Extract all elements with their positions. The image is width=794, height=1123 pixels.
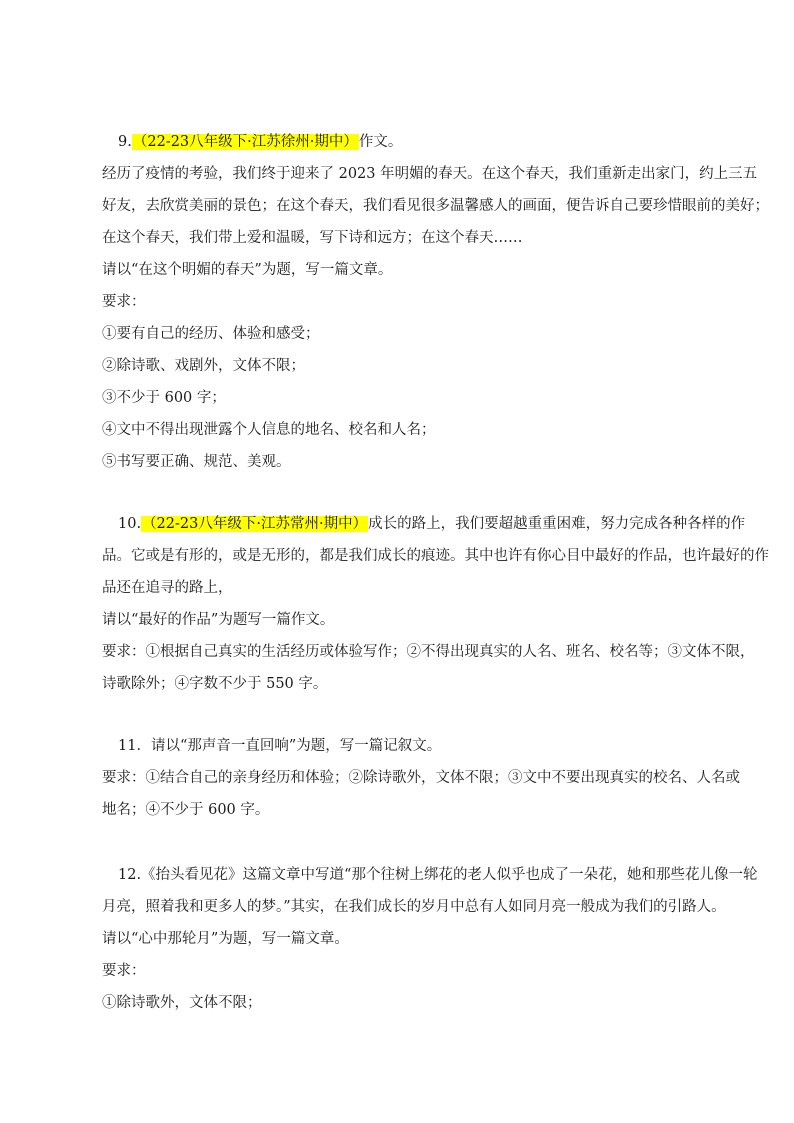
q9-para-line-3: 在这个春天，我们带上爱和温暖，写下诗和远方；在这个春天…… [102,230,523,246]
q9-number: 9. [118,134,132,150]
q10-prompt: 请以“最好的作品”为题写一篇作文。 [102,612,335,628]
q10-number: 10. [118,516,142,532]
q10-heading-text: 成长的路上，我们要超越重重困难，努力完成各种各样的作 [368,516,746,532]
q9-heading-text: 作文。 [358,134,403,150]
q11-requirements-line-2: 地名；④不少于 600 字。 [102,802,270,818]
q10-line-2: 品。它或是有形的，或是无形的，都是我们成长的痕迹。其中也许有你心目中最好的作品，也许最好的作 [102,548,769,564]
q9-requirement: ⑤书写要正确、规范、美观。 [102,454,291,470]
q12-line-1: 12.《抬头看见花》这篇文章中写道“那个往树上绑花的老人似乎也成了一朵花，她和那些花儿像一轮 [118,867,758,883]
q12-requirements-label: 要求： [102,963,146,979]
q11-requirements-line-1: 要求：①结合自己的亲身经历和体验；②除诗歌外，文体不限；③文中不要出现真实的校名、人名或 [102,770,740,786]
q9-requirements-label: 要求： [102,294,146,310]
q10-requirements-line-1: 要求：①根据自己真实的生活经历或体验写作；②不得出现真实的人名、班名、校名等；③文体不限， [102,644,755,660]
q12-prompt: 请以“心中那轮月”为题，写一篇文章。 [102,931,349,947]
q10-source-tag: （22-23八年级下·江苏常州·期中） [142,516,368,532]
q10-heading [118,514,745,534]
q9-heading [118,132,402,152]
q12-requirement: ①除诗歌外，文体不限； [102,995,262,1011]
q9-prompt: 请以“在这个明媚的春天”为题，写一篇文章。 [102,262,393,278]
q10-requirements-line-2: 诗歌除外；④字数不少于 550 字。 [102,676,328,692]
q9-requirement: ②除诗歌、戏剧外，文体不限； [102,358,305,374]
q9-para-line-2: 好友，去欣赏美丽的景色；在这个春天，我们看见很多温馨感人的画面，便告诉自己要珍惜眼前的美好； [102,198,769,214]
q9-requirement: ④文中不得出现泄露个人信息的地名、校名和人名； [102,422,436,438]
q11-heading: 11．请以“那声音一直回响”为题，写一篇记叙文。 [118,738,442,754]
q9-para-line-1: 经历了疫情的考验，我们终于迎来了 2023 年明媚的春天。在这个春天，我们重新走出家门，约上三五 [102,166,758,182]
q12-line-2: 月亮，照着我和更多人的梦。”其实，在我们成长的岁月中总有人如同月亮一般成为我们的引路人。 [102,899,726,915]
q9-requirement: ③不少于 600 字； [102,390,226,406]
q9-requirement: ①要有自己的经历、体验和感受； [102,326,320,342]
q10-line-3: 品还在追寻的路上， [102,580,233,596]
q9-source-tag: （22-23八年级下·江苏徐州·期中） [132,134,358,150]
